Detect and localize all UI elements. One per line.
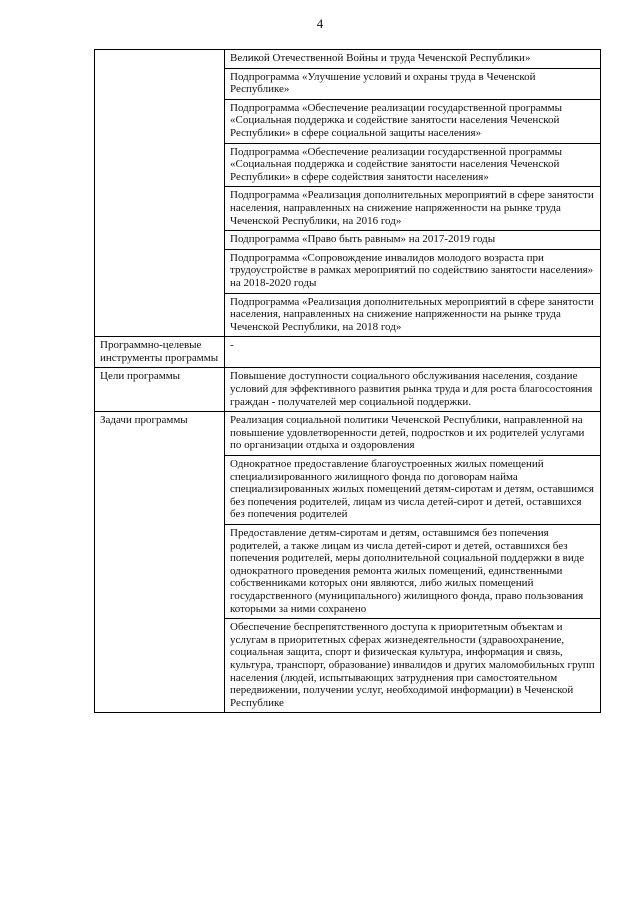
row-label-instruments: Программно-целевые инструменты программы (100, 339, 219, 364)
table-row (95, 412, 601, 456)
table-cell-value (225, 456, 601, 525)
table-cell-value (225, 368, 601, 412)
table-cell-label (95, 412, 225, 713)
table-cell-label (95, 368, 225, 412)
row-label-tasks: Задачи программы (100, 414, 188, 427)
subprogram-text: Подпрограмма «Сопровождение инвалидов молодого возраста при трудоустройстве в рамках мероприятий по содействию занятости населения» на 2018-2020 годы (230, 251, 594, 289)
table-cell-value (225, 525, 601, 619)
table-row (95, 337, 601, 368)
table-cell-value (225, 619, 601, 713)
goals-text: Повышение доступности социального обслуживания населения, создание условий для эффективного развития рынка труда и для роста благосостояния граждан - получателей мер социальной поддержки. (230, 370, 593, 408)
table-cell-value (225, 231, 601, 250)
table-row (95, 50, 601, 69)
table-cell-label (95, 337, 225, 368)
task-text: Реализация социальной политики Чеченской Республики, направленной на повышение удовлетворенности детей, подростков и их родителей услугами по организации отдыха и оздоровления (230, 414, 585, 452)
table-cell-value (225, 143, 601, 187)
row-label-goals: Цели программы (100, 370, 181, 383)
subprogram-text: Подпрограмма «Улучшение условий и охраны труда в Чеченской Республике» (230, 70, 536, 96)
instruments-text: - (230, 339, 234, 352)
subprogram-text: Подпрограмма «Право быть равным» на 2017-2019 годы (230, 233, 496, 246)
table-cell-value (225, 249, 601, 293)
table-cell-value (225, 412, 601, 456)
table-cell-value (225, 293, 601, 337)
subprogram-text: Подпрограмма «Реализация дополнительных мероприятий в сфере занятости населения, направленных на снижение напряженности на рынке труда Чеченской Республики, на 2016 год» (230, 189, 594, 227)
table-row (95, 368, 601, 412)
subprogram-text: Великой Отечественной Войны и труда Чеченской Республики» (230, 52, 531, 64)
task-text: Однократное предоставление благоустроенных жилых помещений специализированного жилищного фонда по договорам найма специализированных жилых помещений детям-сиротам и детям, оставшимся без попечения родителей, лицам из числа детей-сирот и детей, оставшихся без попечения родителей (230, 458, 594, 521)
program-passport-table (94, 49, 601, 713)
task-text: Обеспечение беспрепятственного доступа к приоритетным объектам и услугам в приоритетных сферах жизнедеятельности (здравоохранение, социальная защита, спорт и физическая культура, информация и связь, культура, транспорт, образование) инвалидов и других маломобильных групп населения (людей, испытывающих затруднения при самостоятельном передвижении, получении услуг, необходимой информации) в Чеченской Республике (230, 621, 595, 709)
subprogram-text: Подпрограмма «Обеспечение реализации государственной программы «Социальная поддержка и содействие занятости населения Чеченской Республики» в сфере социальной защиты населения» (230, 101, 562, 139)
table-cell-label (95, 50, 225, 337)
table-cell-value (225, 99, 601, 143)
subprogram-text: Подпрограмма «Обеспечение реализации государственной программы «Социальная поддержка и содействие занятости населения Чеченской Республики» в сфере содействия занятости населения» (230, 145, 562, 183)
subprogram-text: Подпрограмма «Реализация дополнительных мероприятий в сфере занятости населения, направленных на снижение напряженности на рынке труда Чеченской Республики, на 2018 год» (230, 295, 594, 333)
table-cell-value (225, 50, 601, 69)
table-cell-value (225, 68, 601, 99)
table-cell-value (225, 187, 601, 231)
task-text: Предоставление детям-сиротам и детям, оставшимся без попечения родителей, а также лицам из числа детей-сирот и детей, оставшихся без попечения родителей, меры дополнительной социальной поддержки в виде однократного проведения ремонта жилых помещений, единственными собственниками которых они являются, либо жилых помещений государственного (муниципального) жилищного фонда, право пользования которыми за ними сохранено (230, 527, 585, 615)
page-number: 4 (316, 16, 324, 31)
table-cell-value (225, 337, 601, 368)
